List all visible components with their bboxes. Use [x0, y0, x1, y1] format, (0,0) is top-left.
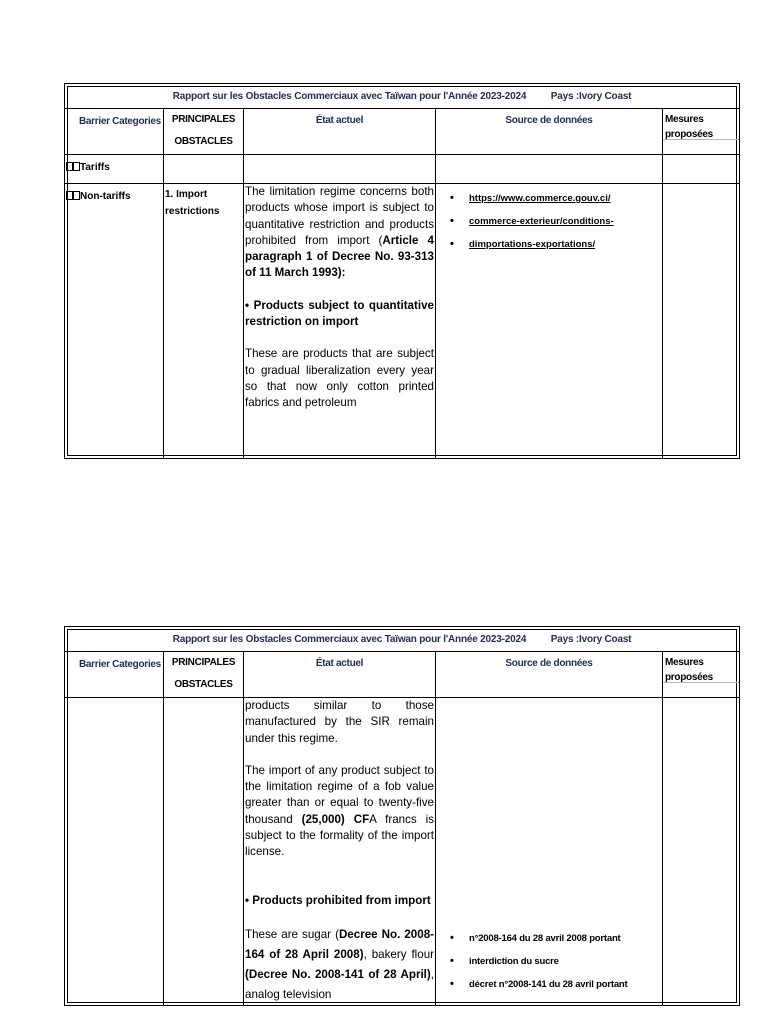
col-header-principales-line2: OBSTACLES	[174, 136, 233, 147]
category-tariffs-label: Tariffs	[80, 162, 110, 173]
source-link-line1[interactable]: https://www.commerce.gouv.ci/	[469, 193, 611, 204]
report-title-row	[65, 627, 740, 652]
col-header-principales	[164, 109, 244, 155]
col-header-principales-line1: PRINCIPALES	[171, 657, 236, 668]
source-list	[450, 187, 660, 256]
etat-actuel-cell	[244, 184, 436, 459]
checkbox-icon	[66, 191, 73, 200]
report-title-row	[65, 84, 740, 109]
mesures-cell	[663, 184, 740, 459]
etat-text: These are sugar (	[245, 927, 339, 941]
source-list-item	[450, 187, 660, 210]
empty-cell	[164, 698, 244, 1006]
checkbox-icon	[73, 191, 80, 200]
source-list-item	[450, 927, 660, 950]
etat-subheading	[245, 298, 434, 331]
etat-text: , bakery flour	[363, 947, 435, 961]
etat-subheading	[245, 893, 434, 909]
source-list	[450, 927, 660, 996]
report-table-2	[64, 626, 740, 1006]
col-header-mesures-line1: Mesures	[665, 114, 704, 125]
col-header-mesures-line2: proposées	[665, 672, 713, 683]
col-header-etat: État actuel	[244, 652, 436, 698]
etat-subheading-text: • Products subject to quantitative restriction on import	[245, 298, 434, 329]
col-header-mesures	[663, 652, 740, 698]
source-link-line3[interactable]: dimportations-exportations/	[469, 239, 596, 250]
source-list-item	[450, 973, 660, 996]
etat-paragraph: These are products that are subject to gradual liberalization every year so that now only cotton printed fabrics and petroleum	[245, 347, 434, 410]
source-item-text: n°2008-164 du 28 avril 2008 portant	[469, 933, 621, 944]
col-header-mesures-line2: proposées	[665, 129, 713, 140]
etat-paragraph	[245, 925, 434, 1005]
source-cell	[436, 184, 663, 459]
col-header-principales	[164, 652, 244, 698]
col-header-principales-line1: PRINCIPALES	[171, 114, 236, 125]
etat-text: The limitation regime concerns both products whose import is subject to quantitative restriction and products prohibited from import (	[245, 185, 434, 247]
etat-bold-text: Article 4 paragraph 1 of Decree No. 93-313 of 11 March 1993):	[245, 233, 434, 280]
etat-bold-text: (Decree No. 2008-141 of 28 April)	[245, 967, 431, 981]
checkbox-icon	[66, 162, 73, 171]
col-header-source: Source de données	[436, 109, 663, 155]
mesures-cell	[663, 698, 740, 1006]
empty-cell	[244, 155, 436, 184]
etat-bold-text: Decree No. 2008-164 of 28 April 2008)	[245, 927, 434, 961]
report-page-2	[64, 626, 739, 1001]
col-header-mesures-line1: Mesures	[665, 657, 704, 668]
obstacle-line2: restrictions	[165, 206, 220, 217]
etat-paragraph	[245, 184, 434, 282]
source-item-text: décret n°2008-141 du 28 avril portant	[469, 979, 628, 990]
etat-text: , analog television	[245, 967, 434, 1001]
source-cell	[436, 698, 663, 1006]
empty-cell	[436, 155, 663, 184]
report-title: Rapport sur les Obstacles Commerciaux avec Taïwan pour l'Année 2023-2024	[172, 90, 527, 102]
col-header-source: Source de données	[436, 652, 663, 698]
col-header-barrier: Barrier Categories	[65, 109, 164, 155]
col-header-principales-line2: OBSTACLES	[174, 679, 233, 690]
etat-subheading-text: • Products prohibited from import	[245, 893, 431, 907]
empty-cell	[164, 155, 244, 184]
col-header-etat: État actuel	[244, 109, 436, 155]
obstacle-cell	[164, 184, 244, 459]
country-label: Pays :Ivory Coast	[550, 90, 632, 102]
report-page-1	[64, 83, 739, 459]
source-link-line2[interactable]: commerce-exterieur/conditions-	[469, 216, 614, 227]
etat-paragraph	[245, 763, 434, 861]
header-sub-divider	[663, 139, 739, 140]
header-sub-divider	[663, 682, 739, 683]
etat-text: The import of any product subject to the limitation regime of a fob value greater than or equal to twenty-five thousand	[245, 763, 434, 826]
col-header-mesures	[663, 109, 740, 155]
source-link-continuation	[450, 210, 660, 233]
source-link-continuation	[450, 233, 660, 256]
report-title: Rapport sur les Obstacles Commerciaux avec Taïwan pour l'Année 2023-2024	[172, 633, 527, 645]
category-non-tariffs-label: Non-tariffs	[80, 191, 131, 202]
etat-bold-text: (25,000) CF	[301, 812, 370, 826]
empty-cell	[663, 155, 740, 184]
category-tariffs	[65, 155, 164, 184]
etat-text: A francs is subject to the formality of the import license.	[245, 812, 434, 859]
col-header-barrier: Barrier Categories	[65, 652, 164, 698]
empty-cell	[65, 698, 164, 1006]
source-list-continuation	[450, 950, 660, 973]
country-label: Pays :Ivory Coast	[550, 633, 632, 645]
category-non-tariffs	[65, 184, 164, 459]
etat-paragraph: products similar to those manufactured by the SIR remain under this regime.	[245, 699, 434, 745]
source-item-text: interdiction du sucre	[469, 956, 559, 967]
obstacle-line1: 1. Import	[165, 189, 208, 200]
etat-actuel-cell	[244, 698, 436, 1006]
checkbox-icon	[73, 162, 80, 171]
report-table-1	[64, 83, 740, 459]
